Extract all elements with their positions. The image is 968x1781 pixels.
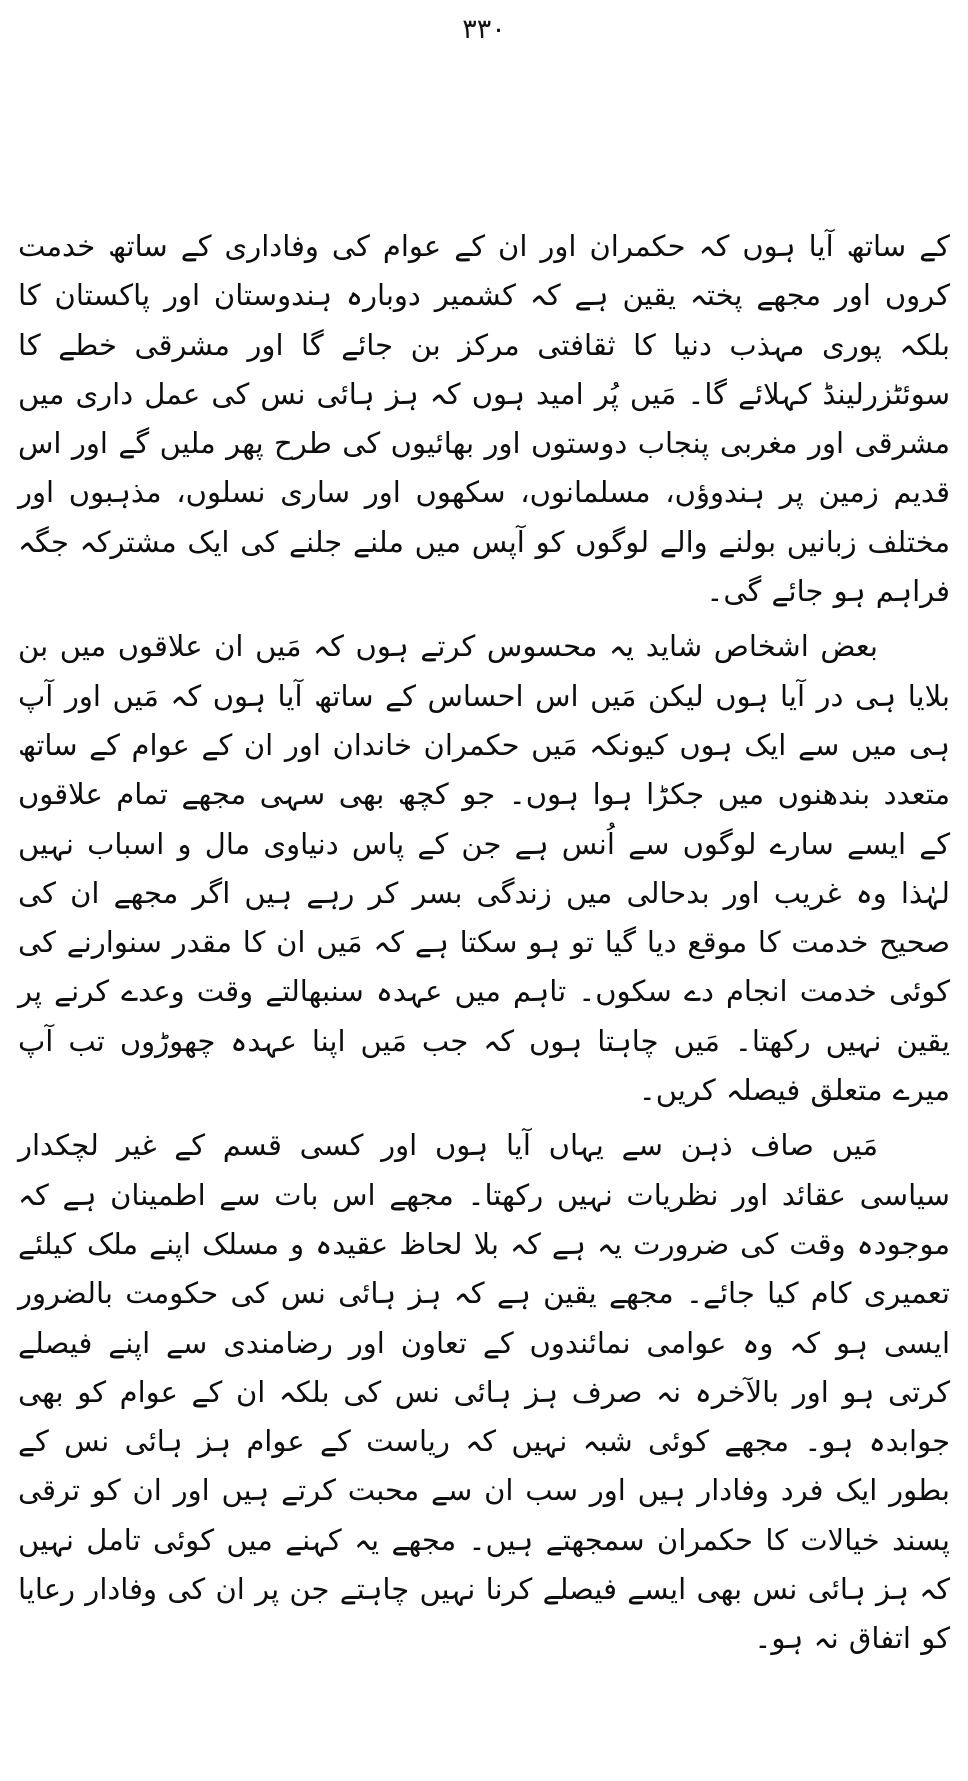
page-number: ۳۳۰ <box>462 14 506 45</box>
paragraph-1: کے ساتھ آیا ہوں کہ حکمران اور ان کے عوام کی وفاداری کے ساتھ خدمت کروں اور مجھے پختہ یقین ہے کہ کشمیر دوبارہ ہندوستان اور پاکستان کا بلکہ پوری مہذب دنیا کا ثقافتی مرکز بن جائے گا اور مشرقی خطے کا سوئٹزرلینڈ کہلائے گا۔ مَیں پُر امید ہوں کہ ہز ہائی نس کی عمل داری میں مشرقی اور مغربی پنجاب دوستوں اور بھائیوں کی طرح پھر ملیں گے اور اس قدیم زمین پر ہندوؤں، مسلمانوں، سکھوں اور ساری نسلوں، مذہبوں اور مختلف زبانیں بولنے والے لوگوں کو آپس میں ملنے جلنے کی ایک مشترکہ جگہ فراہم ہو جائے گی۔ <box>18 229 950 609</box>
paragraph-3: مَیں صاف ذہن سے یہاں آیا ہوں اور کسی قسم کے غیر لچکدار سیاسی عقائد اور نظریات نہیں رکھتا۔ مجھے اس بات سے اطمینان ہے کہ موجودہ وقت کی ضرورت یہ ہے کہ بلا لحاظ عقیدہ و مسلک اپنے ملک کیلئے تعمیری کام کیا جائے۔ مجھے یقین ہے کہ ہز ہائی نس کی حکومت بالضرور ایسی ہو کہ وہ عوامی نمائندوں کے تعاون اور رضامندی سے اپنے فیصلے کرتی ہو اور بالآخرہ نہ صرف ہز ہائی نس کی بلکہ ان کے عوام کو بھی جوابدہ ہو۔ مجھے کوئی شبہ نہیں کہ ریاست کے عوام ہز ہائی نس کے بطور ایک فرد وفادار ہیں اور سب ان سے محبت کرتے ہیں اور ان کو ترقی پسند خیالات کا حکمران سمجھتے ہیں۔ مجھے یہ کہنے میں کوئی تامل نہیں کہ ہز ہائی نس بھی ایسے فیصلے کرنا نہیں چاہتے جن پر ان کی وفادار رعایا کو اتفاق نہ ہو۔ <box>18 1128 950 1656</box>
page-body <box>18 222 950 1664</box>
paragraph-2: بعض اشخاص شاید یہ محسوس کرتے ہوں کہ مَیں ان علاقوں میں بن بلایا ہی در آیا ہوں لیکن مَیں اس احساس کے ساتھ آیا ہوں کہ مَیں اور آپ ہی میں سے ایک ہوں کیونکہ مَیں حکمران خاندان اور ان کے عوام کے ساتھ متعدد بندھنوں میں جکڑا ہوا ہوں۔ جو کچھ بھی سہی مجھے تمام علاقوں کے ایسے سارے لوگوں سے اُنس ہے جن کے پاس دنیاوی مال و اسباب نہیں لہٰذا وہ غریب اور بدحالی میں زندگی بسر کر رہے ہیں اگر مجھے ان کی صحیح خدمت کا موقع دیا گیا تو ہو سکتا ہے کہ مَیں ان کا مقدر سنوارنے کی کوئی خدمت انجام دے سکوں۔ تاہم میں عہدہ سنبھالتے وقت وعدے کرنے پر یقین نہیں رکھتا۔ مَیں چاہتا ہوں کہ جب مَیں اپنا عہدہ چھوڑوں تب آپ میرے متعلق فیصلہ کریں۔ <box>18 629 950 1108</box>
